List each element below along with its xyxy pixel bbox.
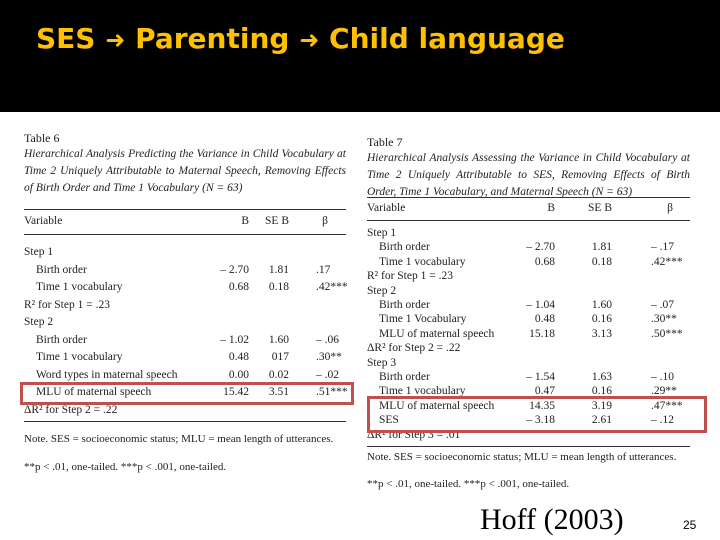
- cell-variable: Time 1 Vocabulary: [379, 313, 467, 326]
- highlight-box-table-6: [20, 382, 354, 405]
- table-row: [24, 280, 346, 295]
- table-note: Note. SES = socioeconomic status; MLU = mean length of utterances.: [367, 451, 677, 463]
- cell-variable: Step 2: [367, 284, 397, 297]
- cell-b: – 3.18: [526, 414, 555, 427]
- table-row: [367, 226, 690, 241]
- cell-variable: ΔR² for Step 2 = .22: [24, 403, 118, 416]
- table-significance: **p < .01, one-tailed. ***p < .001, one-tailed.: [24, 461, 227, 473]
- cell-variable: Step 2: [24, 316, 54, 328]
- header-se-b: SE B: [588, 202, 612, 214]
- table-row: [24, 263, 346, 278]
- table-row: [367, 370, 690, 385]
- cell-se-b: 1.63: [591, 371, 612, 383]
- table-row: [367, 356, 690, 371]
- cell-variable: Time 1 vocabulary: [379, 385, 466, 398]
- arrow-right-icon: ➜: [299, 26, 320, 54]
- page-number: 25: [683, 518, 697, 532]
- cell-b: 0.00: [228, 368, 249, 381]
- cell-variable: ΔR² for Step 3 = .01: [367, 428, 461, 441]
- header-b: B: [547, 202, 555, 214]
- cell-b: 0.68: [228, 281, 249, 293]
- table-significance: **p < .01, one-tailed. ***p < .001, one-tailed.: [367, 478, 570, 490]
- cell-b: – 1.04: [526, 299, 555, 311]
- table-row: [367, 240, 690, 255]
- cell-variable: ΔR² for Step 2 = .22: [367, 342, 461, 355]
- table-7: [367, 135, 690, 490]
- cell-variable: Step 1: [24, 246, 54, 258]
- cell-beta: – .12: [651, 414, 674, 427]
- cell-beta: – .06: [316, 333, 339, 346]
- cell-se-b: 017: [271, 351, 289, 363]
- cell-variable: Birth order: [36, 263, 87, 276]
- cell-se-b: 0.18: [591, 255, 612, 268]
- table-row: [24, 368, 346, 383]
- header-beta: β: [322, 215, 328, 227]
- cell-variable: Birth order: [379, 371, 430, 383]
- cell-beta: .47***: [651, 399, 683, 412]
- slide-title: [36, 22, 565, 72]
- table-row: [367, 269, 690, 284]
- cell-variable: MLU of maternal speech: [379, 399, 495, 412]
- cell-se-b: 0.02: [268, 368, 289, 381]
- cell-beta: – .17: [651, 241, 674, 254]
- cell-b: 15.42: [223, 386, 249, 398]
- cell-beta: .30**: [316, 351, 342, 363]
- cell-beta: .42***: [651, 255, 683, 268]
- cell-se-b: 1.60: [591, 299, 612, 311]
- title-part-ses: SES: [36, 22, 96, 55]
- title-part-parenting: Parenting: [135, 22, 290, 55]
- cell-beta: .29**: [651, 385, 677, 398]
- cell-variable: MLU of maternal speech: [36, 386, 152, 398]
- cell-se-b: 0.16: [591, 313, 612, 326]
- cell-variable: Birth order: [36, 333, 87, 346]
- cell-beta: .30**: [651, 313, 677, 326]
- table-header: [367, 201, 690, 216]
- cell-variable: R² for Step 1 = .23: [367, 270, 453, 283]
- table-header: [24, 214, 346, 229]
- cell-se-b: 3.13: [591, 327, 612, 340]
- cell-variable: R² for Step 1 = .23: [24, 298, 110, 311]
- cell-beta: .17: [316, 263, 331, 276]
- table-row: [367, 255, 690, 270]
- cell-beta: .50***: [651, 327, 683, 340]
- table-label: Table 6: [24, 131, 60, 145]
- cell-se-b: 1.60: [268, 333, 289, 346]
- cell-beta: .51***: [316, 386, 348, 398]
- table-row: [24, 315, 346, 330]
- table-caption: Hierarchical Analysis Predicting the Variance in Child Vocabulary at Time 2 Uniquely Attributable to Maternal Speech, Removing Effects of Birth Order and Time 1 Vocabulary (N = 63): [24, 148, 346, 194]
- cell-variable: MLU of maternal speech: [379, 327, 495, 340]
- cell-b: 15.18: [529, 327, 555, 340]
- table-row: [367, 327, 690, 342]
- table-row: [367, 341, 690, 356]
- citation: Hoff (2003): [480, 503, 624, 536]
- cell-variable: Birth order: [379, 241, 430, 254]
- cell-variable: Time 1 vocabulary: [379, 255, 466, 268]
- cell-variable: Step 3: [367, 356, 397, 369]
- cell-variable: Word types in maternal speech: [36, 368, 178, 381]
- cell-b: 0.48: [534, 313, 555, 326]
- header-se-b: SE B: [265, 215, 289, 227]
- cell-variable: Time 1 vocabulary: [36, 281, 123, 293]
- table-label: Table 7: [367, 135, 403, 149]
- table-note: Note. SES = socioeconomic status; MLU = mean length of utterances.: [24, 433, 334, 445]
- cell-se-b: 0.18: [268, 281, 289, 293]
- cell-b: – 2.70: [220, 263, 249, 276]
- header-variable: Variable: [367, 202, 406, 214]
- cell-se-b: 1.81: [268, 263, 289, 276]
- header-beta: β: [667, 202, 673, 214]
- table-row: [367, 312, 690, 327]
- table-6: [24, 131, 346, 476]
- cell-b: – 2.70: [526, 241, 555, 254]
- cell-b: 0.47: [534, 385, 555, 398]
- cell-variable: Birth order: [379, 299, 430, 311]
- cell-beta: .42***: [316, 281, 348, 293]
- cell-b: 0.48: [228, 351, 249, 363]
- table-row: [24, 298, 346, 313]
- header-variable: Variable: [24, 215, 63, 227]
- arrow-right-icon: ➜: [105, 26, 126, 54]
- table-row: [24, 245, 346, 260]
- title-part-child-language: Child language: [329, 22, 565, 55]
- cell-variable: SES: [379, 414, 399, 427]
- cell-b: 14.35: [529, 399, 555, 412]
- table-row: [367, 284, 690, 299]
- cell-se-b: 2.61: [591, 414, 612, 427]
- cell-se-b: 3.51: [268, 386, 289, 398]
- table-row: [367, 298, 690, 313]
- cell-se-b: 3.19: [591, 399, 612, 412]
- highlight-box-table-7: [367, 396, 707, 433]
- table-row: [24, 333, 346, 348]
- cell-se-b: 0.16: [591, 385, 612, 398]
- cell-variable: Step 1: [367, 227, 397, 239]
- cell-b: 0.68: [534, 255, 555, 268]
- cell-variable: Time 1 vocabulary: [36, 351, 123, 363]
- table-caption: Hierarchical Analysis Assessing the Variance in Child Vocabulary at Time 2 Uniquely Attributable to SES, Removing Effects of Birth Order, Time 1 Vocabulary, and Maternal Speech (N = 63): [367, 152, 690, 198]
- table-row: [24, 350, 346, 365]
- cell-beta: – .02: [316, 368, 339, 381]
- cell-se-b: 1.81: [591, 241, 612, 254]
- cell-b: – 1.54: [526, 371, 555, 383]
- header-b: B: [241, 215, 249, 227]
- cell-b: – 1.02: [220, 333, 249, 346]
- cell-beta: – .10: [651, 371, 674, 383]
- cell-beta: – .07: [651, 299, 674, 311]
